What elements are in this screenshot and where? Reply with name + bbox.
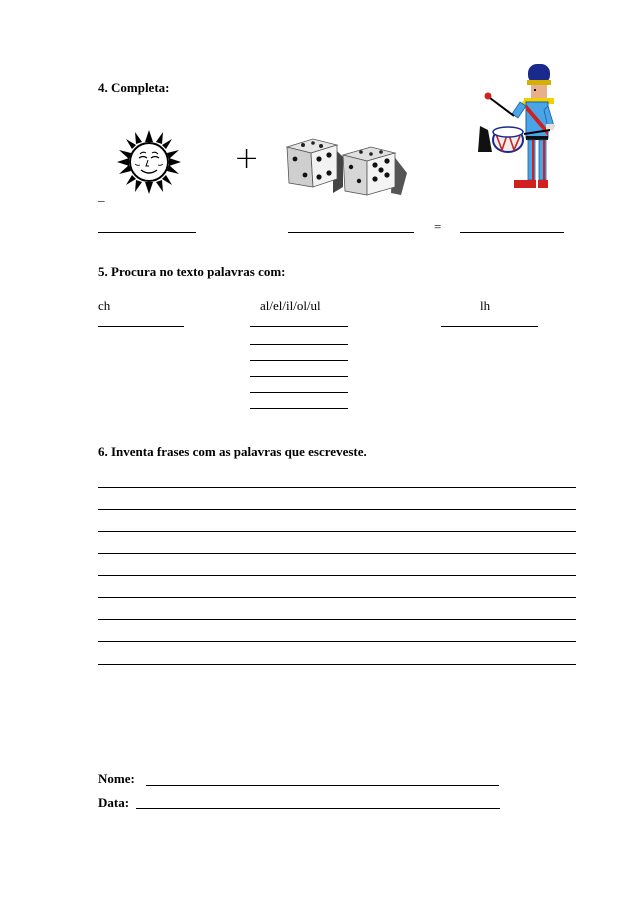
al-el-answer-line[interactable] (250, 326, 348, 327)
section-6-heading: 6. Inventa frases com as palavras que escreveste. (98, 444, 367, 459)
sentence-line[interactable] (98, 575, 576, 576)
sentence-line[interactable] (98, 641, 576, 642)
sentence-line[interactable] (98, 597, 576, 598)
dice-icon (283, 137, 411, 199)
ch-answer-line[interactable] (98, 326, 184, 327)
sentence-line[interactable] (98, 664, 576, 665)
al-el-answer-line[interactable] (250, 408, 348, 409)
lh-answer-line[interactable] (441, 326, 538, 327)
section-5-heading: 5. Procura no texto palavras com: (98, 264, 286, 279)
equals-sign: = (434, 219, 442, 234)
sentence-line[interactable] (98, 619, 576, 620)
name-label: Nome: (98, 771, 135, 786)
plus-sign: + (234, 141, 260, 176)
column-ch-label: ch (98, 298, 111, 313)
answer-line-result[interactable] (460, 232, 564, 233)
column-al-el-label: al/el/il/ol/ul (260, 298, 321, 313)
al-el-answer-line[interactable] (250, 376, 348, 377)
section-4-heading: 4. Completa: (98, 80, 170, 95)
al-el-answer-line[interactable] (250, 344, 348, 345)
date-label: Data: (98, 795, 130, 810)
sentence-line[interactable] (98, 509, 576, 510)
answer-line-sun[interactable] (98, 232, 196, 233)
column-lh-label: lh (480, 298, 491, 313)
sentence-line[interactable] (98, 487, 576, 488)
answer-line-dice[interactable] (288, 232, 414, 233)
date-field-line[interactable] (136, 808, 500, 809)
name-field-line[interactable] (146, 785, 499, 786)
toy-drummer-icon (474, 60, 558, 196)
al-el-answer-line[interactable] (250, 360, 348, 361)
sun-icon (115, 128, 183, 196)
stray-dash: _ (98, 188, 105, 203)
al-el-answer-line[interactable] (250, 392, 348, 393)
sentence-line[interactable] (98, 531, 576, 532)
sentence-line[interactable] (98, 553, 576, 554)
